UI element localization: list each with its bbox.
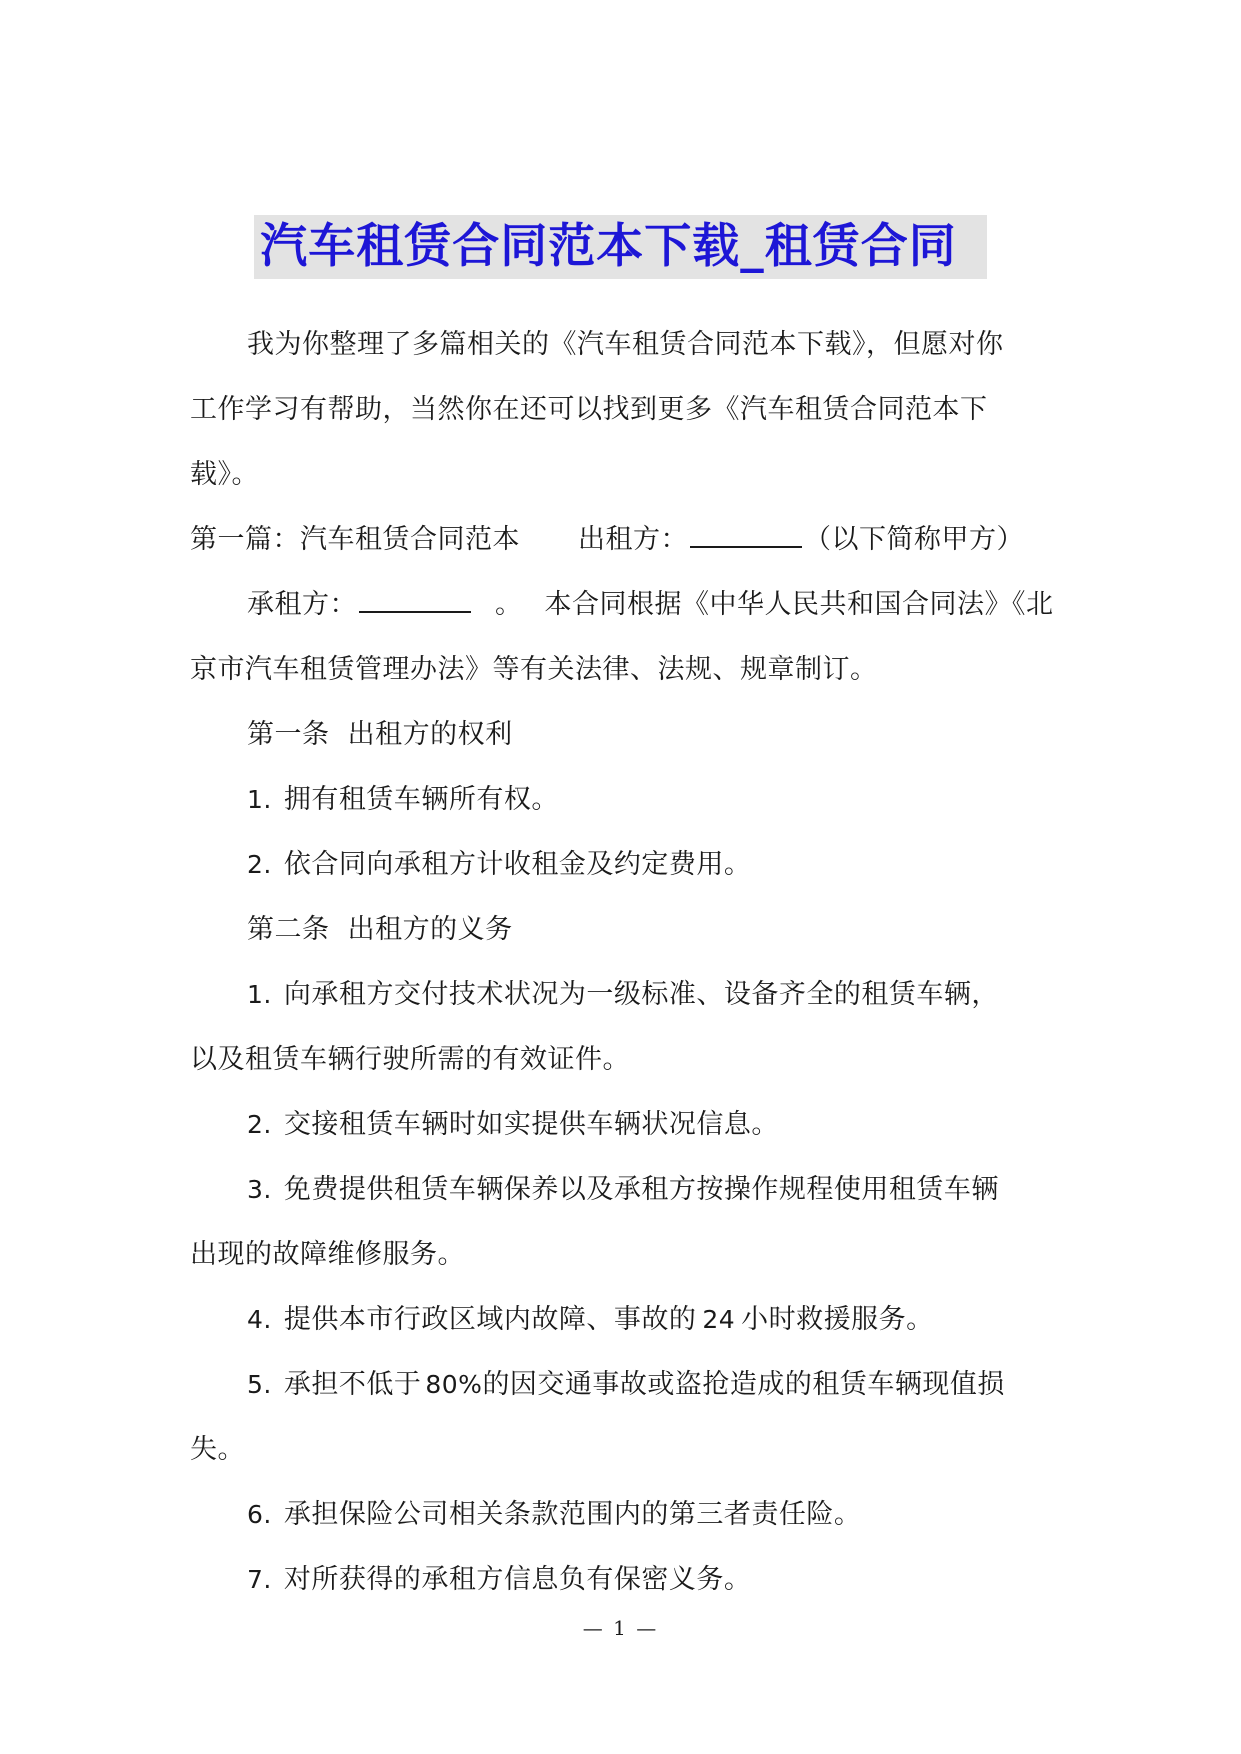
list-item-text: 小时救援服务。	[741, 1304, 934, 1335]
article2-item-4	[190, 1287, 1070, 1352]
title-container	[0, 215, 1241, 279]
article2-item-3	[190, 1157, 1070, 1222]
section1-heading: 第一篇：汽车租赁合同范本	[190, 524, 520, 555]
lessee-line	[190, 572, 1070, 637]
list-number: 2.	[247, 1110, 272, 1139]
article2-item-7	[190, 1547, 1070, 1612]
list-number: 7.	[247, 1565, 272, 1594]
article1-title: 出租方的权利	[347, 719, 513, 750]
article2-item-3-cont: 出现的故障维修服务。	[190, 1239, 465, 1270]
page-number: — 1 —	[582, 1616, 659, 1640]
article2-number: 第二条	[247, 914, 330, 945]
lessor-suffix: （以下简称甲方）	[804, 524, 1024, 555]
list-item-text: 向承租方交付技术状况为一级标准、设备齐全的租赁车辆，	[283, 979, 999, 1010]
list-number: 4.	[247, 1305, 272, 1334]
list-number: 2.	[247, 850, 272, 879]
list-number: 3.	[247, 1175, 272, 1204]
list-item-text: 拥有租赁车辆所有权。	[283, 784, 559, 815]
list-item-text: 承担保险公司相关条款范围内的第三者责任险。	[283, 1499, 862, 1530]
lessee-suffix: 。	[495, 589, 523, 620]
article2-item-2	[190, 1092, 1070, 1157]
hours-value: 24	[702, 1305, 736, 1334]
article2-heading	[190, 897, 1070, 962]
intro-line-2: 工作学习有帮助，当然你在还可以找到更多《汽车租赁合同范本下	[190, 394, 988, 425]
list-item-text: 依合同向承租方计收租金及约定费用。	[283, 849, 752, 880]
article2-item-1	[190, 962, 1070, 1027]
intro-line-1: 我为你整理了多篇相关的《汽车租赁合同范本下载》，但愿对你	[247, 329, 1004, 360]
list-number: 1.	[247, 785, 272, 814]
article1-number: 第一条	[247, 719, 330, 750]
section1-heading-line	[190, 507, 1070, 572]
list-number: 1.	[247, 980, 272, 1009]
article2-item-5-cont: 失。	[190, 1434, 245, 1465]
percent-value: 80%	[425, 1370, 483, 1399]
list-item-text: 承担不低于	[283, 1369, 422, 1400]
list-item-text: 提供本市行政区域内故障、事故的	[283, 1304, 697, 1335]
list-item-text: 免费提供租赁车辆保养以及承租方按操作规程使用租赁车辆	[283, 1174, 999, 1205]
article1-item-1	[190, 767, 1070, 832]
article2-item-1-cont: 以及租赁车辆行驶所需的有效证件。	[190, 1044, 630, 1075]
article2-item-5	[190, 1352, 1070, 1417]
lessor-label: 出租方：	[578, 524, 688, 555]
lessor-blank	[690, 522, 802, 548]
document-title: 汽车租赁合同范本下载_租赁合同	[254, 215, 987, 279]
intro-line-3: 载》。	[190, 459, 259, 490]
basis-text-2: 京市汽车租赁管理办法》等有关法律、法规、规章制订。	[190, 654, 878, 685]
article2-title: 出租方的义务	[347, 914, 513, 945]
list-number: 5.	[247, 1370, 272, 1399]
article1-item-2	[190, 832, 1070, 897]
lessee-blank	[359, 587, 471, 613]
document-body	[190, 312, 1070, 1612]
list-item-text: 的因交通事故或盗抢造成的租赁车辆现值损	[482, 1369, 1005, 1400]
article1-heading	[190, 702, 1070, 767]
lessee-label: 承租方：	[247, 589, 357, 620]
basis-text-1: 本合同根据《中华人民共和国合同法》《北	[544, 589, 1054, 620]
article2-item-6	[190, 1482, 1070, 1547]
list-item-text: 对所获得的承租方信息负有保密义务。	[283, 1564, 752, 1595]
list-item-text: 交接租赁车辆时如实提供车辆状况信息。	[283, 1109, 779, 1140]
list-number: 6.	[247, 1500, 272, 1529]
